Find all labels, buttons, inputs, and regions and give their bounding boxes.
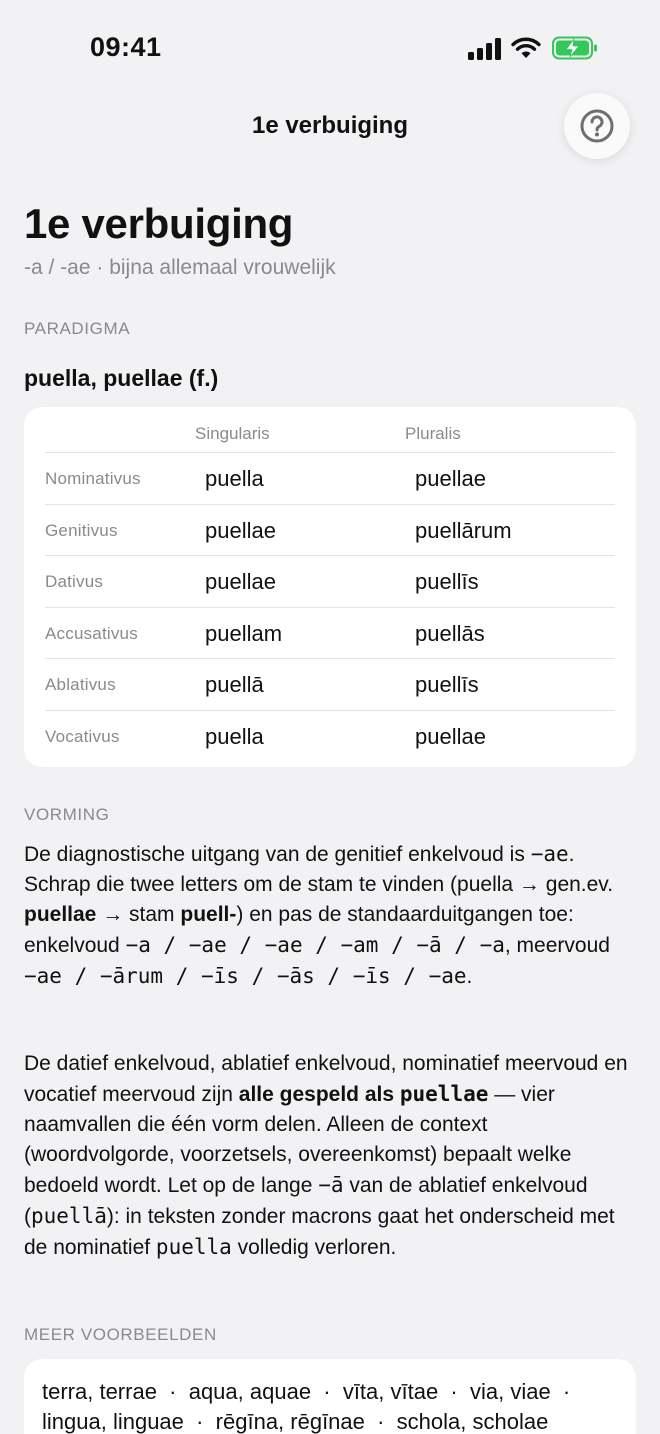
page-title: 1e verbuiging [24,200,294,247]
status-time: 09:41 [90,32,162,62]
singular-form: puellae [205,518,276,543]
page-subtitle: -a / -ae · bijna allemaal vrouwelijk [24,256,336,279]
battery-charging-icon [552,36,598,60]
plural-form: puellārum [415,518,512,543]
wifi-icon [510,36,542,60]
plural-form: puellīs [415,672,479,697]
table-row [45,504,615,556]
case-label: Dativus [45,572,104,591]
examples-section-label: MEER VOORBEELDEN [24,1325,217,1344]
plural-form: puellae [415,466,486,491]
case-label: Genitivus [45,521,118,540]
paradigm-section-label: PARADIGMA [24,319,131,338]
table-row [45,607,615,659]
nav-title: 1e verbuiging [251,112,409,139]
singular-form: puellā [205,672,264,697]
singular-form: puella [205,724,264,749]
plural-form: puellae [415,724,486,749]
formation-section-label: VORMING [24,805,110,824]
cellular-signal-icon [468,38,502,60]
status-bar [0,0,660,96]
help-button[interactable] [564,93,630,159]
question-circle-icon [579,108,615,144]
singular-form: puella [205,466,264,491]
singular-form: puellae [205,569,276,594]
case-label: Nominativus [45,469,141,488]
paradigm-lemma: puella, puellae (f.) [24,365,219,391]
plural-form: puellās [415,621,485,646]
table-row [45,452,615,504]
formation-paragraph-1: De diagnostische uitgang van de genitief enkelvoud is −ae. Schrap die twee letters om de stam te vinden (puella → gen.ev. puellae → stam puell-) en pas de standaarduitgangen toe: enkelvoud −a / −ae / −ae / −am / −ā / −a, meervoud −ae / −ārum / −īs / −ās / −īs / −ae. [24,842,614,988]
column-header-plural: Pluralis [405,424,461,443]
singular-form: puellam [205,621,283,646]
table-row [45,710,615,762]
case-label: Accusativus [45,624,138,643]
examples-list: terra, terrae · aqua, aquae · vīta, vītae · via, viae · lingua, linguae · rēgīna, rēgīnae · schola, scholae [42,1379,583,1434]
table-row [45,555,615,607]
formation-paragraph-2: De datief enkelvoud, ablatief enkelvoud, nominatief meervoud en vocatief meervoud zijn alle gespeld als puellae — vier naamvallen die één vorm delen. Alleen de context (woordvolgorde, voorzetsels, overeenkomst) bepaalt welke bedoeld wordt. Let op de lange −ā van de ablatief enkelvoud (puellā): in teksten zonder macrons gaat het onderscheid met de nominatief puella volledig verloren. [24,1052,628,1259]
case-label: Ablativus [45,675,116,694]
case-label: Vocativus [45,727,120,746]
column-header-singular: Singularis [195,424,270,443]
plural-form: puellīs [415,569,479,594]
table-row [45,658,615,710]
